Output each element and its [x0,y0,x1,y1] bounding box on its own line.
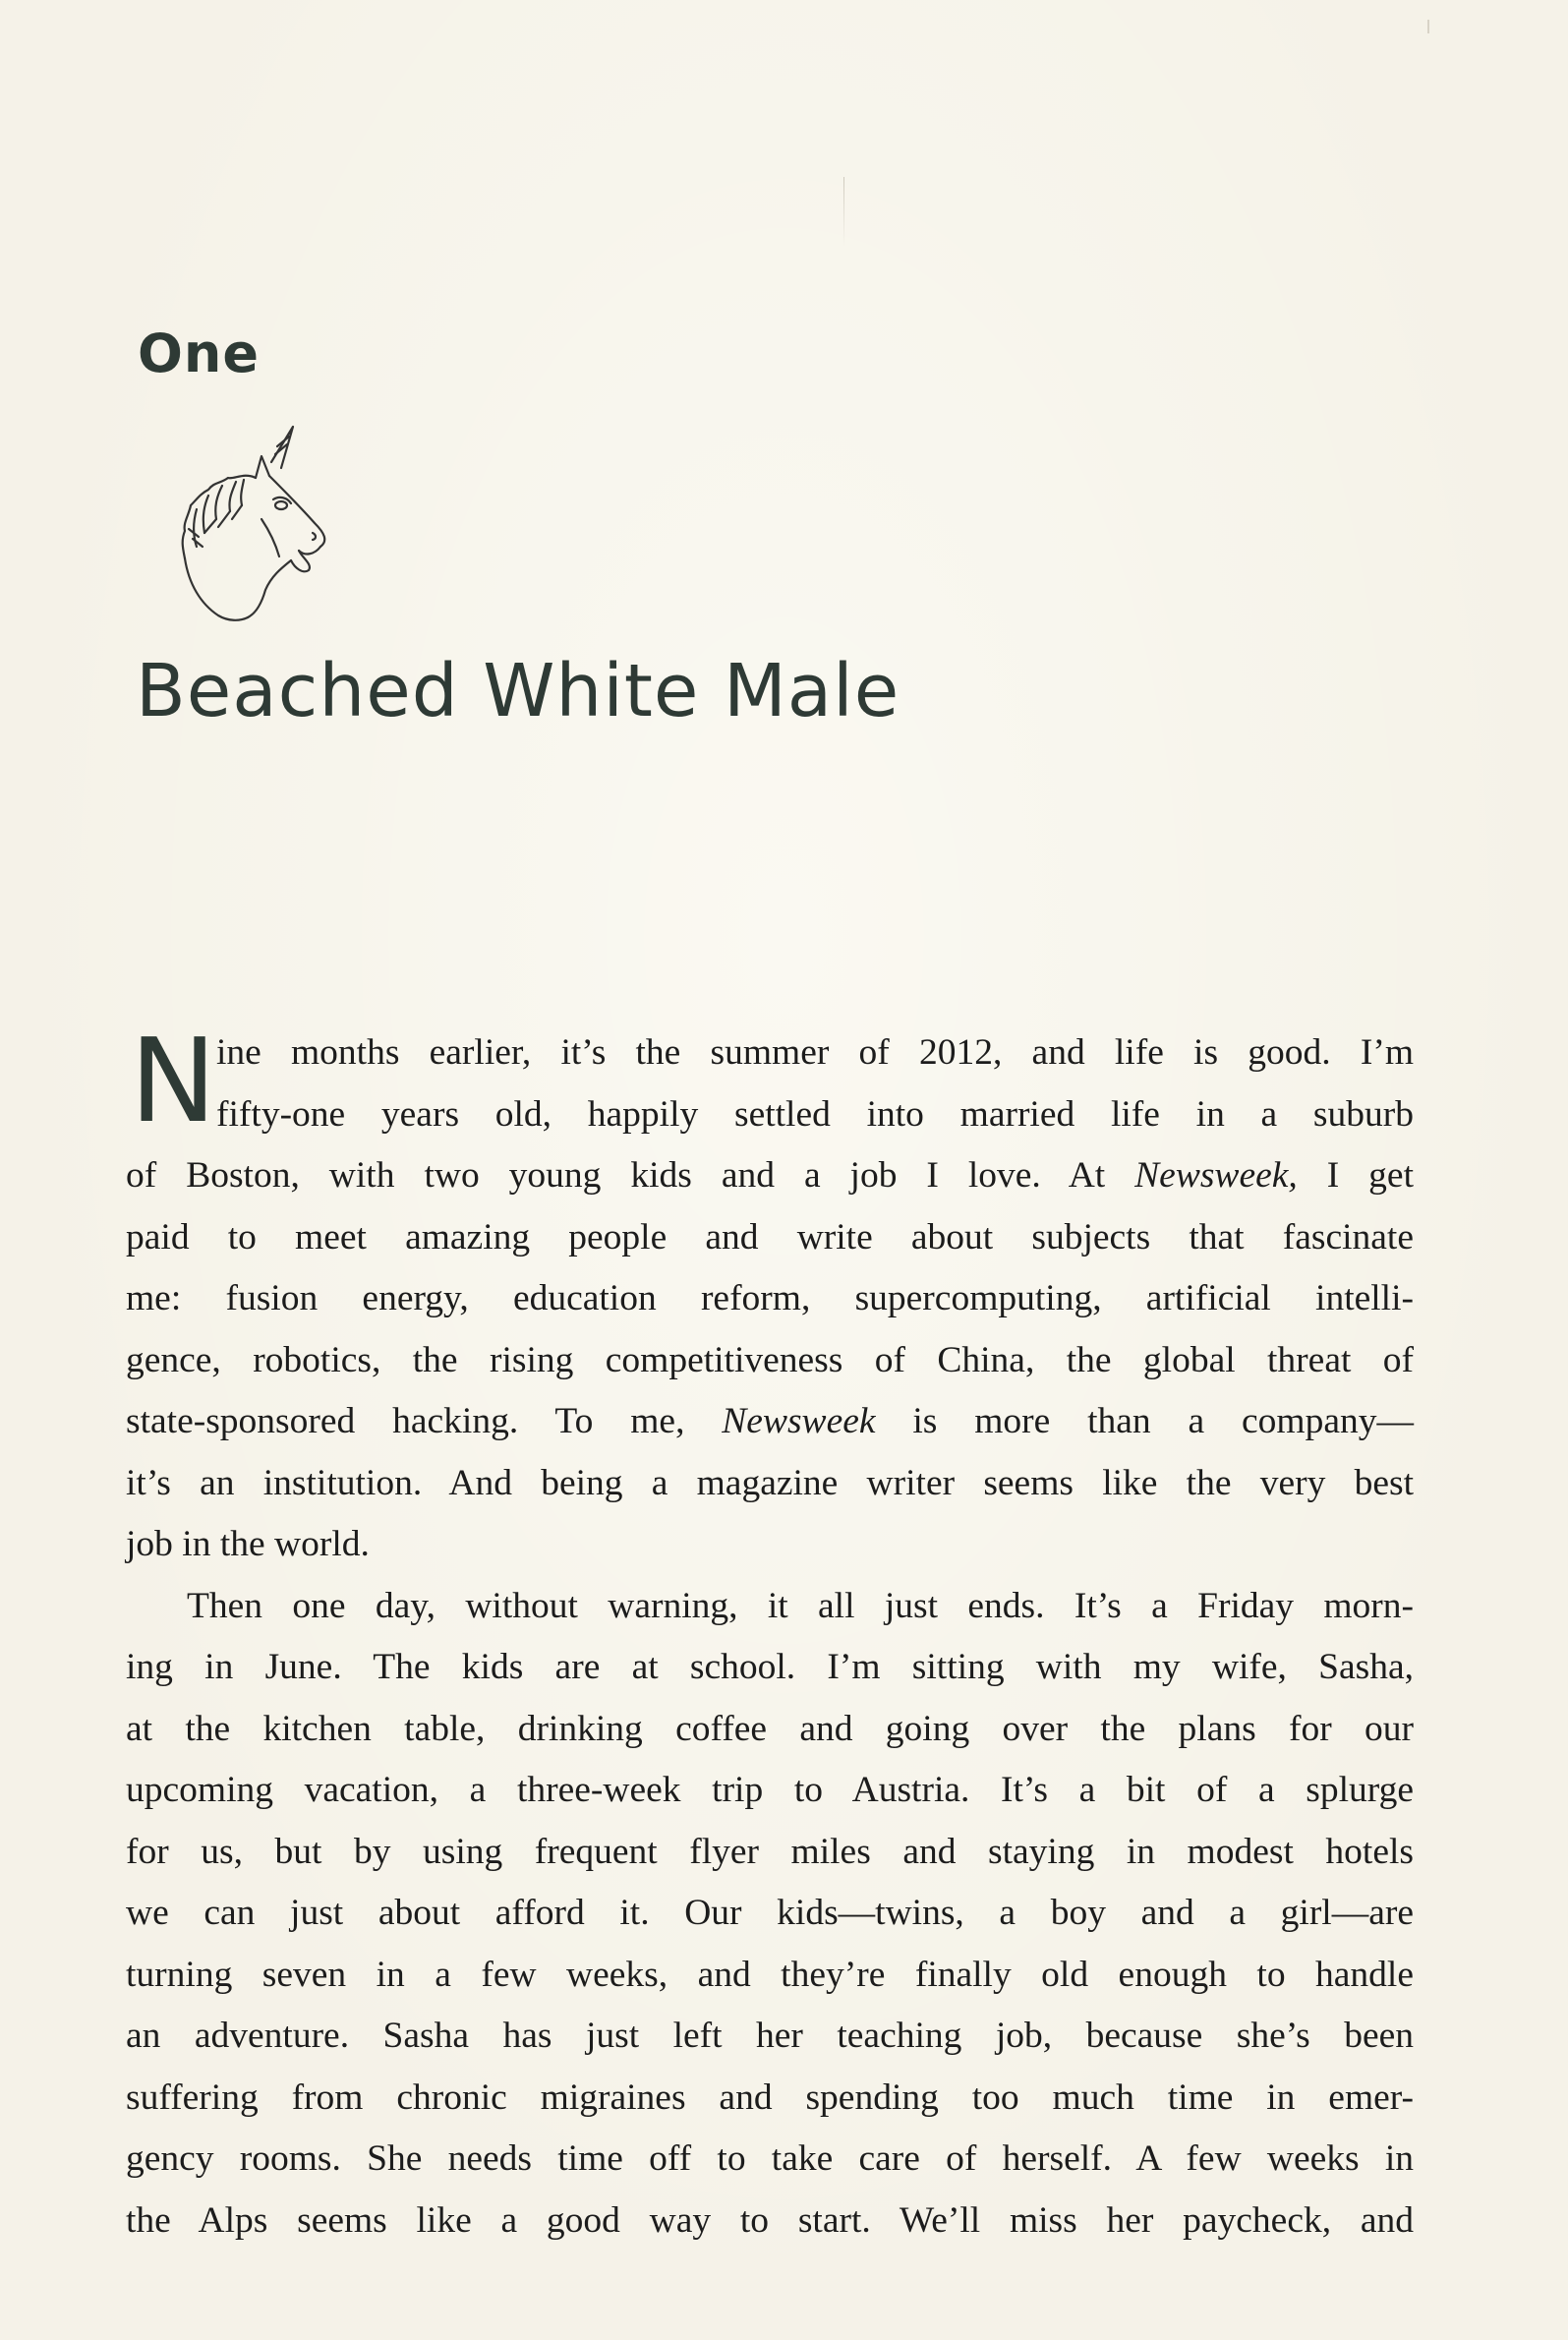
body-line: ing in June. The kids are at school. I’m sitting with my wife, Sasha, [126,1647,1414,1687]
body-line: at the kitchen table, drinking coffee and going over the plans for our [126,1708,1414,1749]
unicorn-head-icon [145,421,342,627]
body-line: for us, but by using frequent flyer miles and staying in modest hotels [126,1831,1414,1872]
chapter-body [126,1013,1414,2252]
body-line: of Boston, with two young kids and a job I love. At Newsweek, I get [126,1155,1414,1196]
body-line: upcoming vacation, a three-week trip to Austria. It’s a bit of a splurge [126,1770,1414,1810]
body-line: we can just about afford it. Our kids—twins, a boy and a girl—are [126,1893,1414,1933]
body-line: suffering from chronic migraines and spending too much time in emer- [126,2077,1414,2118]
body-line: gence, robotics, the rising competitiveness of China, the global threat of [126,1339,1414,1380]
chapter-number: One [138,322,260,384]
chapter-title: Beached White Male [136,649,900,733]
scan-artifact [843,177,844,246]
body-line: N ine months earlier, it’s the summer of 2012, and life is good. I’m [130,1013,1414,1148]
body-line: an adventure. Sasha has just left her teaching job, because she’s been [126,2016,1414,2056]
body-line: the Alps seems like a good way to start. We’ll miss her paycheck, and [126,2199,1414,2241]
body-line: Then one day, without warning, it all just ends. It’s a Friday morn- [187,1585,1414,1626]
body-line: paid to meet amazing people and write about subjects that fascinate [126,1216,1414,1258]
body-line: it’s an institution. And being a magazine writer seems like the very best [126,1462,1414,1503]
publication-name: Newsweek [722,1401,876,1441]
drop-cap: N [130,1013,217,1148]
body-line: me: fusion energy, education reform, supercomputing, artificial intelli- [126,1278,1414,1318]
body-line: turning seven in a few weeks, and they’re finally old enough to handle [126,1954,1414,1995]
body-line: state-sponsored hacking. To me, Newsweek is more than a company— [126,1401,1414,1441]
body-line: fifty-one years old, happily settled into married life in a suburb [216,1093,1414,1135]
publication-name: Newsweek, [1134,1155,1298,1196]
body-line: job in the world. [126,1524,370,1564]
body-line: gency rooms. She needs time off to take care of herself. A few weeks in [126,2138,1414,2179]
scan-artifact [1427,20,1429,33]
